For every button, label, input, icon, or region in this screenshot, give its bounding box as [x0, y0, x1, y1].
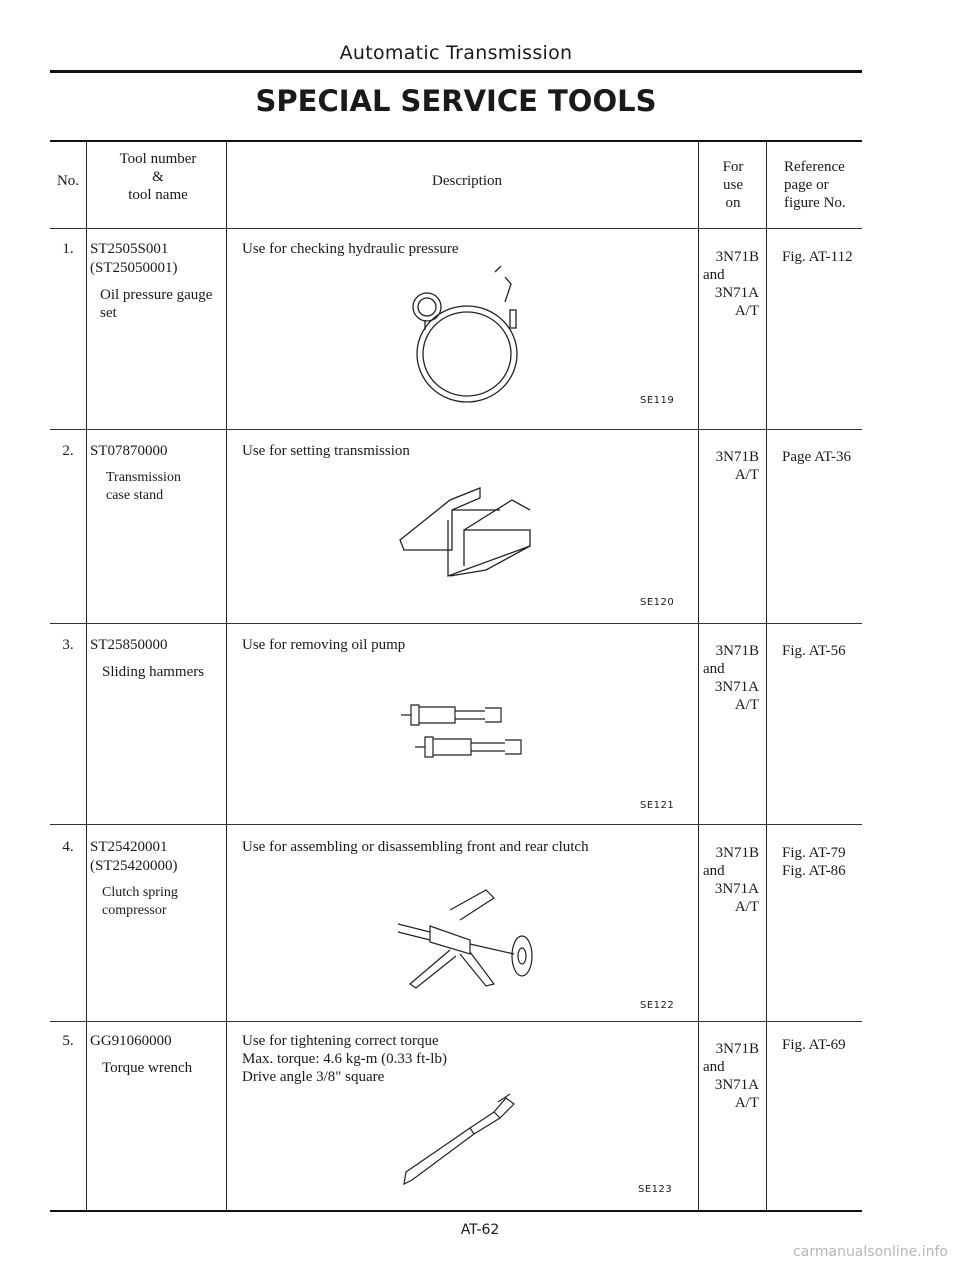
- tool-number: ST2505S001: [90, 241, 169, 257]
- column-divider: [698, 141, 699, 1211]
- tool-cell: [90, 240, 226, 322]
- sliding-hammers-illustration: [395, 695, 555, 765]
- case-stand-illustration: [390, 470, 550, 590]
- row-number: 1.: [62, 241, 74, 257]
- column-header-description: Description: [432, 173, 502, 189]
- running-header: Automatic Transmission: [339, 42, 573, 64]
- figure-code: SE121: [640, 800, 675, 811]
- tool-number: GG91060000: [90, 1033, 172, 1049]
- tool-number: ST25850000: [90, 637, 168, 653]
- column-header-tool: Tool number & tool name: [119, 151, 197, 203]
- row-divider: [50, 1021, 862, 1022]
- page-number: AT-62: [460, 1222, 500, 1238]
- row-divider: [50, 429, 862, 430]
- column-divider: [226, 141, 227, 1211]
- row-number: 3.: [62, 637, 74, 653]
- tool-cell: [90, 1032, 226, 1077]
- reference: Fig. AT-79 Fig. AT-86: [782, 845, 846, 879]
- tool-cell: [90, 636, 226, 681]
- for-use: 3N71B and 3N71A A/T: [703, 845, 759, 915]
- oil-pressure-gauge-illustration: [385, 262, 555, 412]
- reference: Fig. AT-56: [782, 643, 846, 659]
- figure-code: SE120: [640, 597, 675, 608]
- column-header-no: No.: [56, 173, 80, 189]
- row-number: 5.: [62, 1033, 74, 1049]
- for-use: 3N71B and 3N71A A/T: [703, 1041, 759, 1111]
- tool-name: Clutch spring compressor: [102, 885, 178, 918]
- description: Use for assembling or disassembling front and rear clutch: [242, 839, 589, 855]
- column-header-reference: Reference page or figure No.: [784, 159, 846, 211]
- description: Use for checking hydraulic pressure: [242, 241, 459, 257]
- figure-code: SE122: [640, 1000, 675, 1011]
- row-number: 4.: [62, 839, 74, 855]
- column-divider: [766, 141, 767, 1211]
- for-use: 3N71B A/T: [715, 449, 759, 483]
- table-bottom-rule: [50, 1210, 862, 1212]
- tool-cell: [90, 442, 226, 505]
- tool-number-alt: (ST25420000): [90, 858, 178, 874]
- torque-wrench-illustration: [390, 1092, 540, 1192]
- for-use: 3N71B and 3N71A A/T: [703, 249, 759, 319]
- description: Use for setting transmission: [242, 443, 410, 459]
- row-divider: [50, 824, 862, 825]
- description: Use for tightening correct torque Max. torque: 4.6 kg-m (0.33 ft-lb) Drive angle 3/8" square: [242, 1033, 447, 1085]
- reference: Fig. AT-112: [782, 249, 853, 265]
- page-title: SPECIAL SERVICE TOOLS: [255, 84, 657, 118]
- table-top-rule: [50, 140, 862, 142]
- reference: Fig. AT-69: [782, 1037, 846, 1053]
- watermark: carmanualsonline.info: [793, 1244, 948, 1260]
- tool-number-alt: (ST25050001): [90, 260, 178, 276]
- tool-name: Torque wrench: [102, 1060, 193, 1076]
- clutch-spring-compressor-illustration: [390, 880, 560, 990]
- row-number: 2.: [62, 443, 74, 459]
- tool-name: Transmission case stand: [106, 470, 181, 503]
- column-divider: [86, 141, 87, 1211]
- tool-name: Sliding hammers: [102, 664, 205, 680]
- for-use: 3N71B and 3N71A A/T: [703, 643, 759, 713]
- figure-code: SE119: [640, 395, 675, 406]
- tool-number: ST07870000: [90, 443, 168, 459]
- description: Use for removing oil pump: [242, 637, 406, 653]
- reference: Page AT-36: [782, 449, 852, 465]
- column-header-for-use: For use on: [722, 159, 744, 211]
- header-rule-bottom: [50, 228, 862, 229]
- tool-number: ST25420001: [90, 839, 168, 855]
- row-divider: [50, 623, 862, 624]
- tool-cell: [90, 838, 226, 920]
- header-rule: [50, 70, 862, 73]
- figure-code: SE123: [638, 1184, 673, 1195]
- tool-name: Oil pressure gauge set: [100, 287, 213, 321]
